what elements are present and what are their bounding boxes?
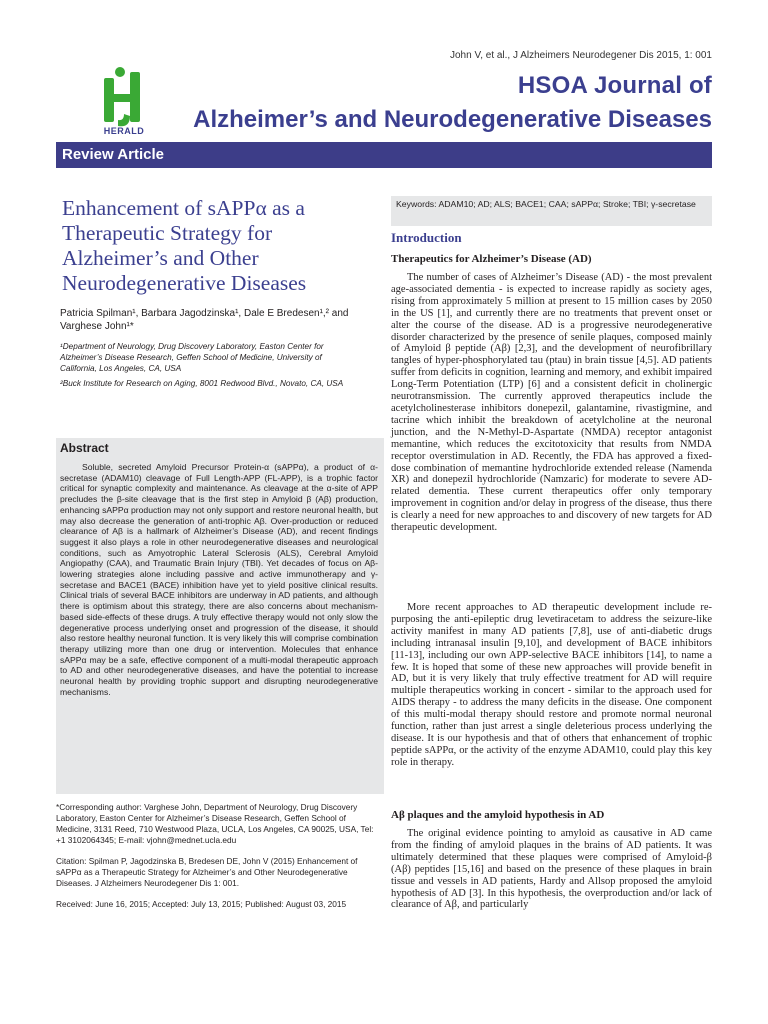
journal-title-line-1: HSOA Journal of (517, 72, 712, 99)
abstract-box (56, 438, 384, 794)
article-title: Enhancement of sAPPα as a Therapeutic Strategy for Alzheimer’s and Other Neurodegenerative Diseases (62, 196, 307, 295)
affiliation-1: ¹Department of Neurology, Drug Discovery Laboratory, Easton Center for Alzheimer’s Disease Research, Geffen School of Medicine, University of California, Los Angeles, CA, USA (60, 342, 324, 373)
journal-title-line-2: Alzheimer’s and Neurodegenerative Diseases (193, 106, 712, 133)
running-citation: John V, et al., J Alzheimers Neurodegener Dis 2015, 1: 001 (449, 50, 712, 61)
body-paragraph: The original evidence pointing to amyloid as causative in AD came from the finding of amyloid plaques in the brains of AD patients. It was ultimately determined that these plaques were comprised of Amyloid-β (Aβ) peptides [15,16] and based on the presence of these plaques in brain tissue and vessels in AD patients, Hardy and Allsop proposed the amyloid hypothesis of AD [3]. In this hypothesis, the overproduction and/or lack of clearance of Aβ, and particularly (391, 828, 712, 911)
citation-note: Citation: Spilman P, Jagodzinska B, Bredesen DE, John V (2015) Enhancement of sAPPα as a Therapeutic Strategy for Alzheimer’s and Other Neurodegenerative Diseases. J Alzheimers Neurodegener Dis 1: 001. (56, 856, 358, 888)
subheading-amyloid-hypothesis: Aβ plaques and the amyloid hypothesis in AD (391, 809, 605, 821)
publication-dates: Received: June 16, 2015; Accepted: July 13, 2015; Published: August 03, 2015 (56, 899, 347, 909)
body-paragraph: More recent approaches to AD therapeutic development include re-purposing the anti-epileptic drug levetiracetam to address the seizure-like activity manifest in many AD patients [7,8], use of anti-diabetic drugs including intranasal insulin [9,10], and development of BACE inhibitors [11-13], including our own APP-selective BACE inhibitors [14], to name a few. It is hoped that some of these new approaches will provide benefit in AD, but it is very likely that truly effective treatment for AD will require multiple therapeutics working in concert - similar to the approach used for AIDS therapy - to address the many deficits in the disease. One component of this multi-modal therapy should restore and promote normal neuronal function, rather than just arrest a single deleterious process underlying the disease. It is our hypothesis and that of others that enhancement of trophic peptide sAPPα, or the activity of the enzyme ADAM10, could play this key role in therapy. (391, 602, 712, 768)
body-paragraph: The number of cases of Alzheimer’s Disease (AD) - the most prevalent age-associated dementia - is expected to increase rapidly as society ages, rising from approximately 5 million at present to 15 million cases by 2050 in the US [1], and currently there are no treatments that prevent onset or alter the course of the disease. AD is a progressive neurodegenerative disorder characterized by the presence of senile plaques, composed mainly of Amyloid β peptide (Aβ) [2,3], and the development of neurofibrillary tangles of hyper-phosphorylated tau (ptau) in brain tissue [4,5]. AD patients suffer from deficits in cognition, learning and memory, and exhibit impaired Long-Term Potentiation (LTP) [6] and a consistent deficit in cholinergic neurotransmission. The currently approved therapeutics include the acetylcholinesterase inhibitors donepezil, galantamine, rivastigmine, and tacrine which inhibit the breakdown of acetylcholine at the neuronal junction, and the N-Methyl-D-Aspartate (NMDA) receptor antagonist memantine, which reduces the excitotoxicity that results from NMDA receptor overstimulation in AD. Recently, the FDA has approved a fixed-dose combination of memantine hydrochloride extended release (Namenda XR) and donepezil hydrochloride (Namzaric) for moderate to severe AD-related dementia. These current therapeutics offer only temporary improvement in cognition and/or delay in progress of the disease, thus there is clearly a need for new approaches to and discovery of new targets for AD therapeutic development. (391, 272, 712, 534)
keywords-text: Keywords: ADAM10; AD; ALS; BACE1; CAA; sAPPα; Stroke; TBI; γ-secretase (396, 199, 696, 209)
section-heading-introduction: Introduction (391, 230, 462, 245)
subheading-therapeutics: Therapeutics for Alzheimer’s Disease (AD) (391, 253, 592, 265)
article-type-label: Review Article (62, 146, 164, 163)
article-type-banner (56, 142, 712, 168)
herald-logo (92, 64, 156, 140)
corresponding-author: *Corresponding author: Varghese John, Department of Neurology, Drug Discovery Laboratory, Easton Center for Alzheimer’s Disease Research, Geffen School of Medicine, 3131 Reed, 710 Westwood Plaza, UCLA, Los Angeles, CA 90025, USA, Tel: +1 3102064345; E-mail: vjohn@mednet.ucla.edu (56, 802, 374, 845)
author-list: Patricia Spilman¹, Barbara Jagodzinska¹, Dale E Bredesen¹,² and Varghese John¹* (60, 308, 349, 332)
keywords-box (391, 196, 712, 226)
abstract-heading: Abstract (60, 441, 109, 455)
affiliation-2: ²Buck Institute for Research on Aging, 8001 Redwood Blvd., Novato, CA, USA (60, 379, 344, 388)
logo-wordmark: HERALD (103, 126, 145, 136)
abstract-text: Soluble, secreted Amyloid Precursor Protein-α (sAPPα), a product of α-secretase (ADAM10) cleavage of Full Length-APP (FL-APP), is a trophic factor critical for synaptic complexity and maintenance. As cleavage at the α-site of APP precludes the β-site cleavage that is the first step in Amyloid β (Aβ) production, enhancing sAPPα production may not only support and restore neuronal health, but may also decrease the generation of anti-trophic Aβ. Over-production or reduced clearance of Aβ is a hallmark of Alzheimer’s Disease (AD), and recent findings suggest it also plays a role in other neurodegenerative diseases and neurological conditions, such as Amyotrophic Lateral Sclerosis (ALS), Cerebral Amyloid Angiopathy (CAA), and Traumatic Brain Injury (TBI). Yet decades of focus on Aβ-lowering strategies alone including passive and active immunotherapy and γ-secretase and BACE1 (BACE) inhibition have yet to yield positive clinical results. Clinical trials of several BACE inhibitors are underway in AD patients, and although there is optimism about this strategy, there are also concerns about mechanism-based side-effects of these drugs. A truly effective therapy would not only slow the degenerative process underlying onset and progression of the disease, it should also restore healthy neuronal function. It is very likely this will comprise combination therapy utilizing more than one drug or intervention. Molecules that enhance sAPPα may be a safe, effective component of a multi-modal therapeutic approach to AD and other neurodegenerative diseases, and have the potential to increase neuronal health by providing trophic support and disrupting neurodegenerative mechanisms. (60, 462, 378, 697)
